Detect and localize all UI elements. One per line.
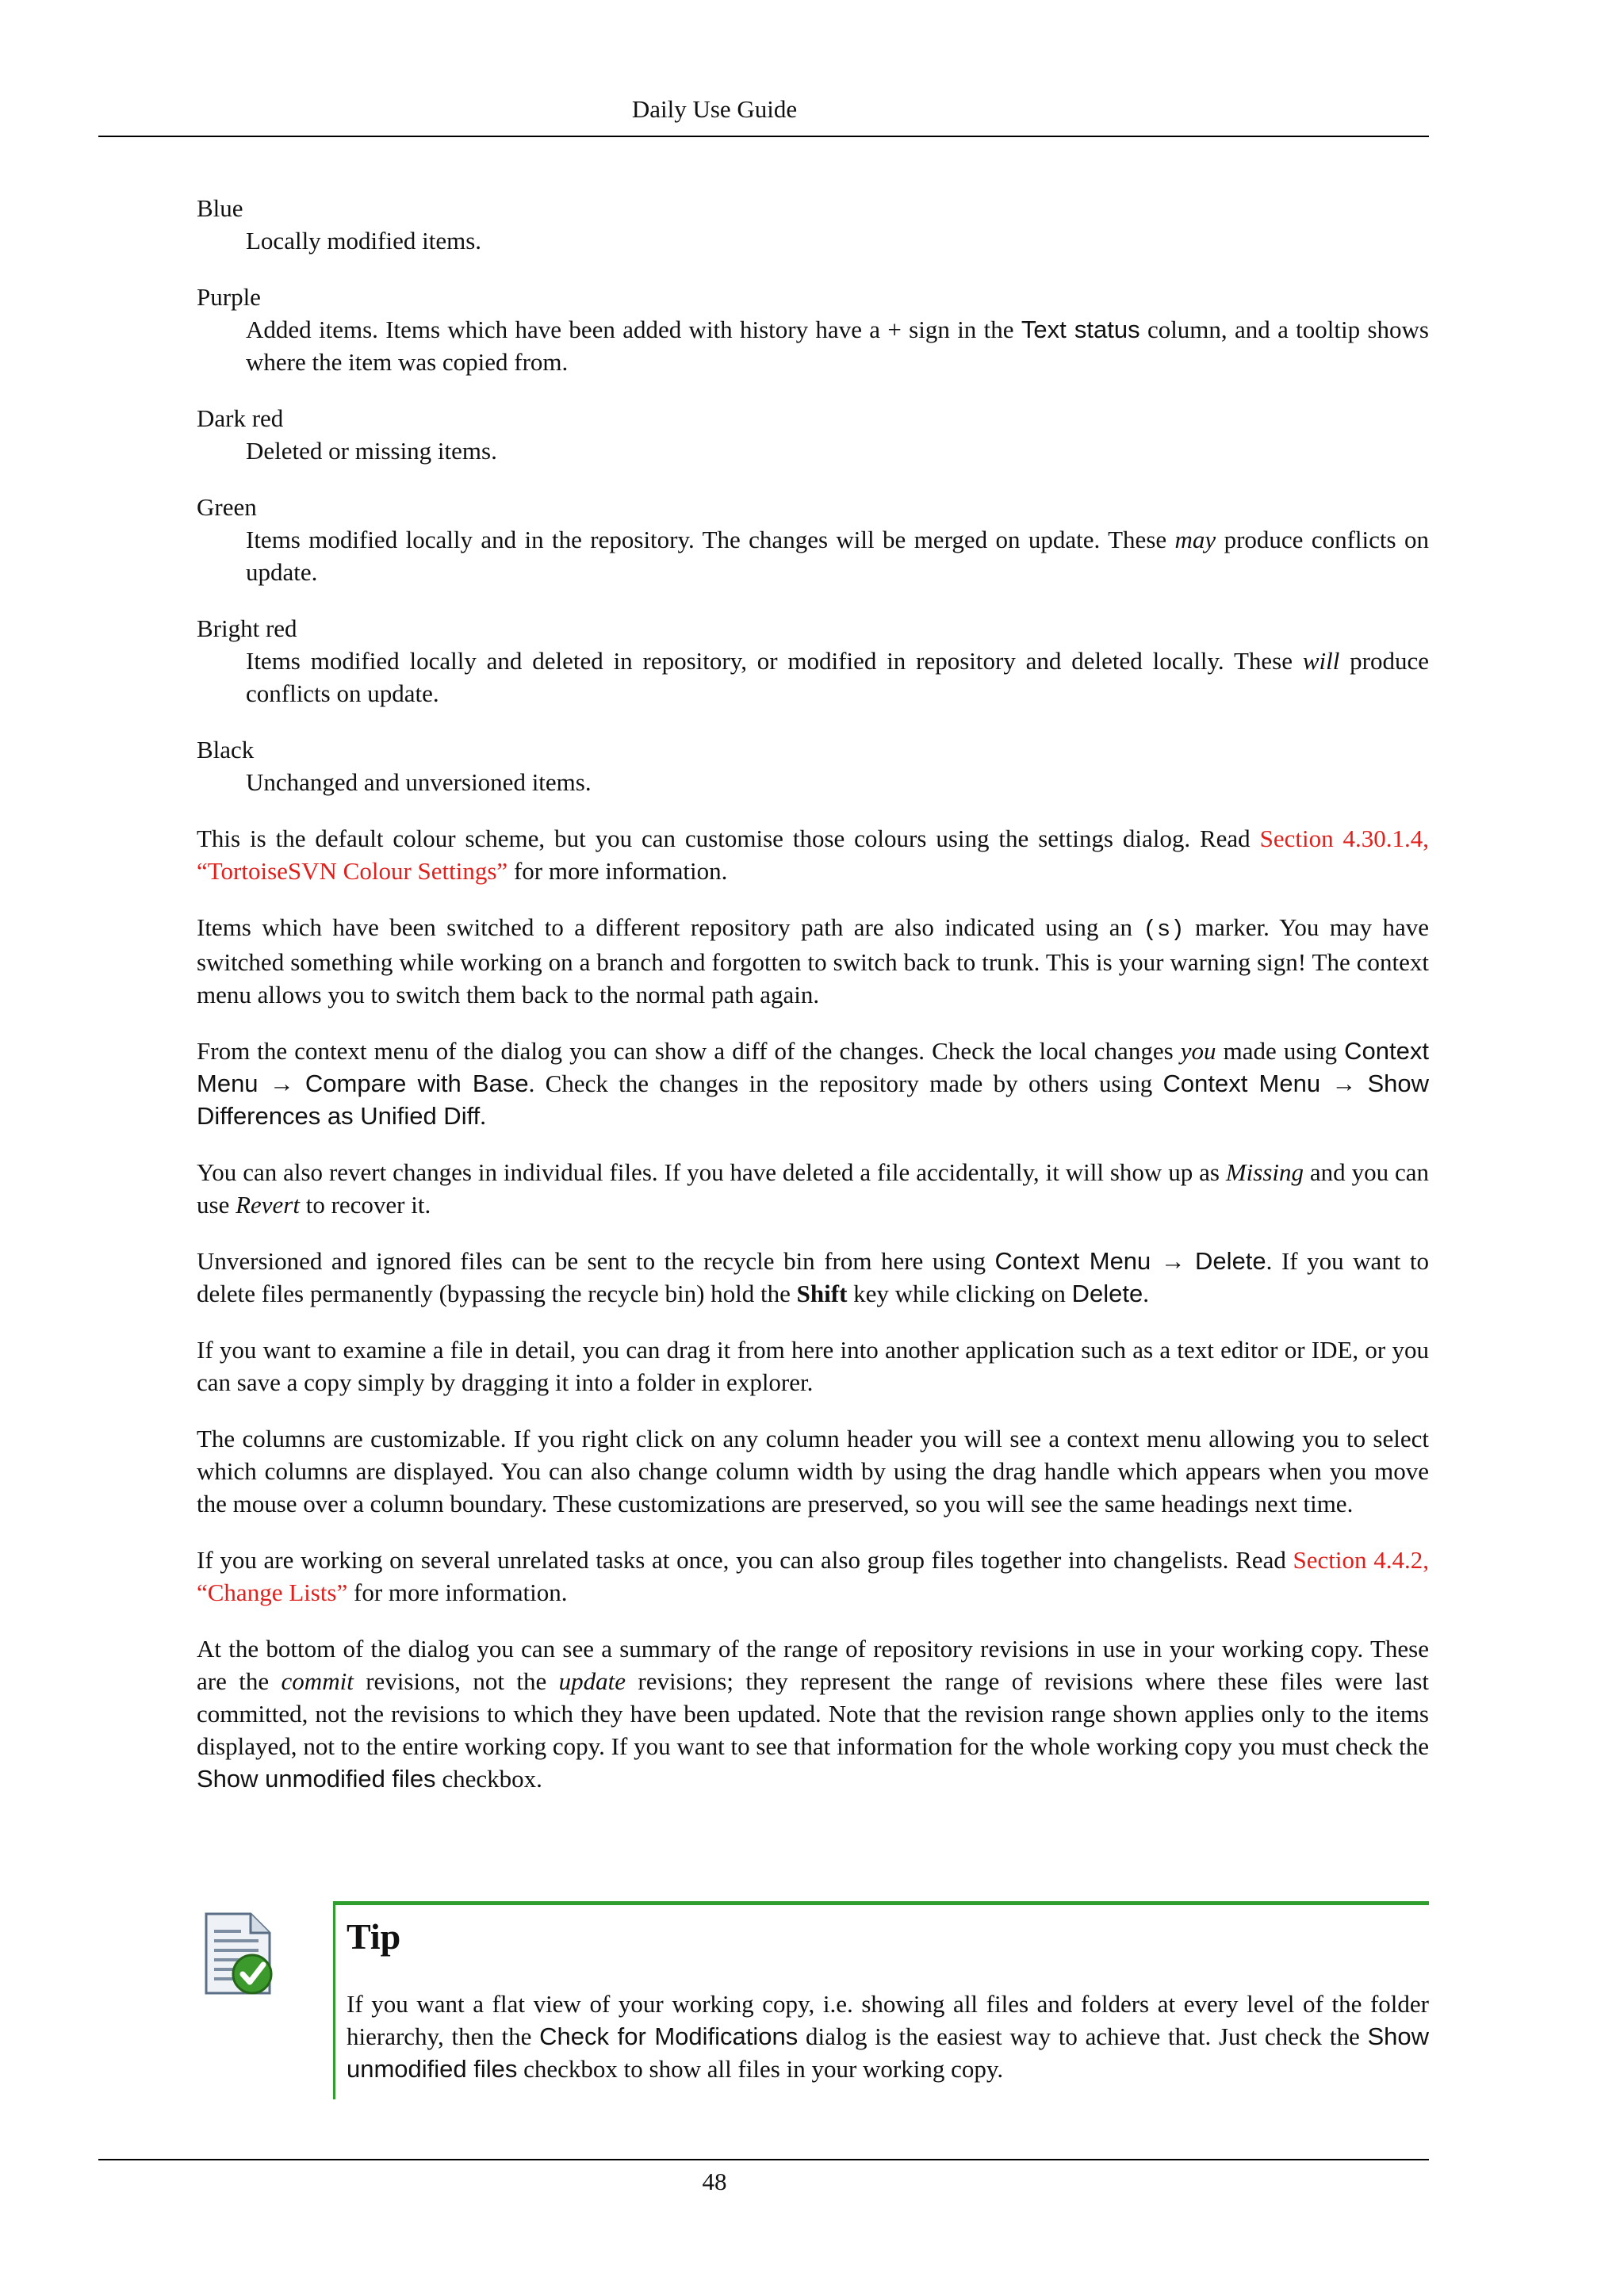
gui-text-status: Text status: [1021, 316, 1140, 343]
tip-text: If you want a flat view of your working copy, i.e. showing all files and folders at every level of the folder hierarchy, then the Check for Modifications dialog is the easiest way to achieve that. Just check the Show unmodified files checkbox to show all files in your working copy.: [347, 1990, 1430, 2083]
term-black: Black: [197, 736, 255, 763]
def-green: Items modified locally and in the repository. The changes will be merged on update. These may produce conflicts on update.: [246, 526, 1429, 586]
gui-tip-show-unmodified-files: Show unmodified files: [347, 2022, 1430, 2083]
paragraph-switched-items: Items which have been switched to a different repository path are also indicated using an (s) marker. You may have switched something while working on a branch and forgotten to switch back to trunk. This is your warning sign! The context menu allows you to switch them back to the normal path again.: [197, 913, 1430, 1008]
page-number: 48: [702, 2168, 727, 2195]
paragraph-drag-file: If you want to examine a file in detail, you can drag it from here into another application such as a text editor or IDE, or you can save a copy simply by dragging it into a folder in explorer.: [197, 1336, 1429, 1396]
paragraph-changelists: If you are working on several unrelated tasks at once, you can also group files together into changelists. Read Section 4.4.2, “Change Lists” for more information.: [197, 1546, 1429, 1606]
color-legend-list: [197, 192, 1429, 798]
paragraph-revision-summary: At the bottom of the dialog you can see a summary of the range of repository revisions in use in your working copy. These are the commit revisions, not the update revisions; they represent the range of revisions where these files were last committed, not the revisions to which they have been updated. Note that the revision range shown applies only to the items displayed, not to the entire working copy. If you want to see that information for the whole working copy you must check the Show unmodified files checkbox.: [197, 1635, 1430, 1793]
page-header-title: Daily Use Guide: [631, 95, 798, 123]
paragraph-colour-scheme: This is the default colour scheme, but you can customise those colours using the settings dialog. Read Section 4.30.1.4, “TortoiseSVN Colour Settings” for more information.: [197, 825, 1429, 885]
document-check-icon: [201, 1911, 278, 1998]
link-change-lists[interactable]: Section 4.4.2, “Change Lists”: [197, 1546, 1429, 1606]
def-purple: Added items. Items which have been added with history have a + sign in the Text status column, and a tooltip shows where the item was copied from.: [246, 316, 1429, 376]
term-bright-red: Bright red: [197, 614, 297, 642]
header-divider: [98, 136, 1429, 137]
gui-show-unified-diff: Context Menu → Show Differences as Unified Diff: [197, 1070, 1430, 1130]
def-bright-red: Items modified locally and deleted in repository, or modified in repository and deleted locally. These will produce conflicts on update.: [246, 647, 1430, 707]
term-purple: Purple: [197, 283, 261, 311]
paragraph-revert: You can also revert changes in individual files. If you have deleted a file accidentally, it will show up as Missing and you can use Revert to recover it.: [197, 1158, 1430, 1219]
def-dark-red: Deleted or missing items.: [246, 437, 497, 465]
term-blue: Blue: [197, 194, 243, 222]
paragraph-recycle-bin: Unversioned and ignored files can be sent to the recycle bin from here using Context Menu → Delete. If you want to delete files permanently (bypassing the recycle bin) hold the Shift key while clicking on Delete.: [197, 1247, 1430, 1307]
gui-show-unmodified-files: Show unmodified files: [197, 1765, 436, 1793]
gui-check-for-modifications: Check for Modifications: [539, 2022, 799, 2050]
paragraph-context-diff: From the context menu of the dialog you can show a diff of the changes. Check the local changes you made using Context Menu → Compare with Base. Check the changes in the repository made by others using Context Menu → Show Differences as Unified Diff.: [197, 1037, 1430, 1130]
gui-delete: Delete: [1071, 1280, 1143, 1307]
paragraph-columns: The columns are customizable. If you right click on any column header you will see a context menu allowing you to select which columns are displayed. You can also change column width by using the drag handle which appears when you move the mouse over a column boundary. These customizations are preserved, so you will see the same headings next time.: [197, 1425, 1429, 1517]
footer-divider: [98, 2159, 1429, 2160]
def-blue: Locally modified items.: [246, 227, 482, 254]
tip-title: Tip: [347, 1916, 401, 1957]
gui-context-delete: Context Menu → Delete: [994, 1247, 1266, 1275]
tip-callout: [197, 1901, 1429, 2099]
link-colour-settings[interactable]: Section 4.30.1.4, “TortoiseSVN Colour Settings”: [197, 825, 1429, 885]
tip-box: [333, 1901, 1429, 2099]
def-black: Unchanged and unversioned items.: [246, 768, 592, 796]
term-dark-red: Dark red: [197, 404, 284, 432]
switched-marker-code: (s): [1143, 916, 1185, 943]
gui-compare-with-base: Context Menu → Compare with Base: [197, 1037, 1430, 1097]
term-green: Green: [197, 493, 257, 521]
page-content: [197, 192, 1429, 1819]
